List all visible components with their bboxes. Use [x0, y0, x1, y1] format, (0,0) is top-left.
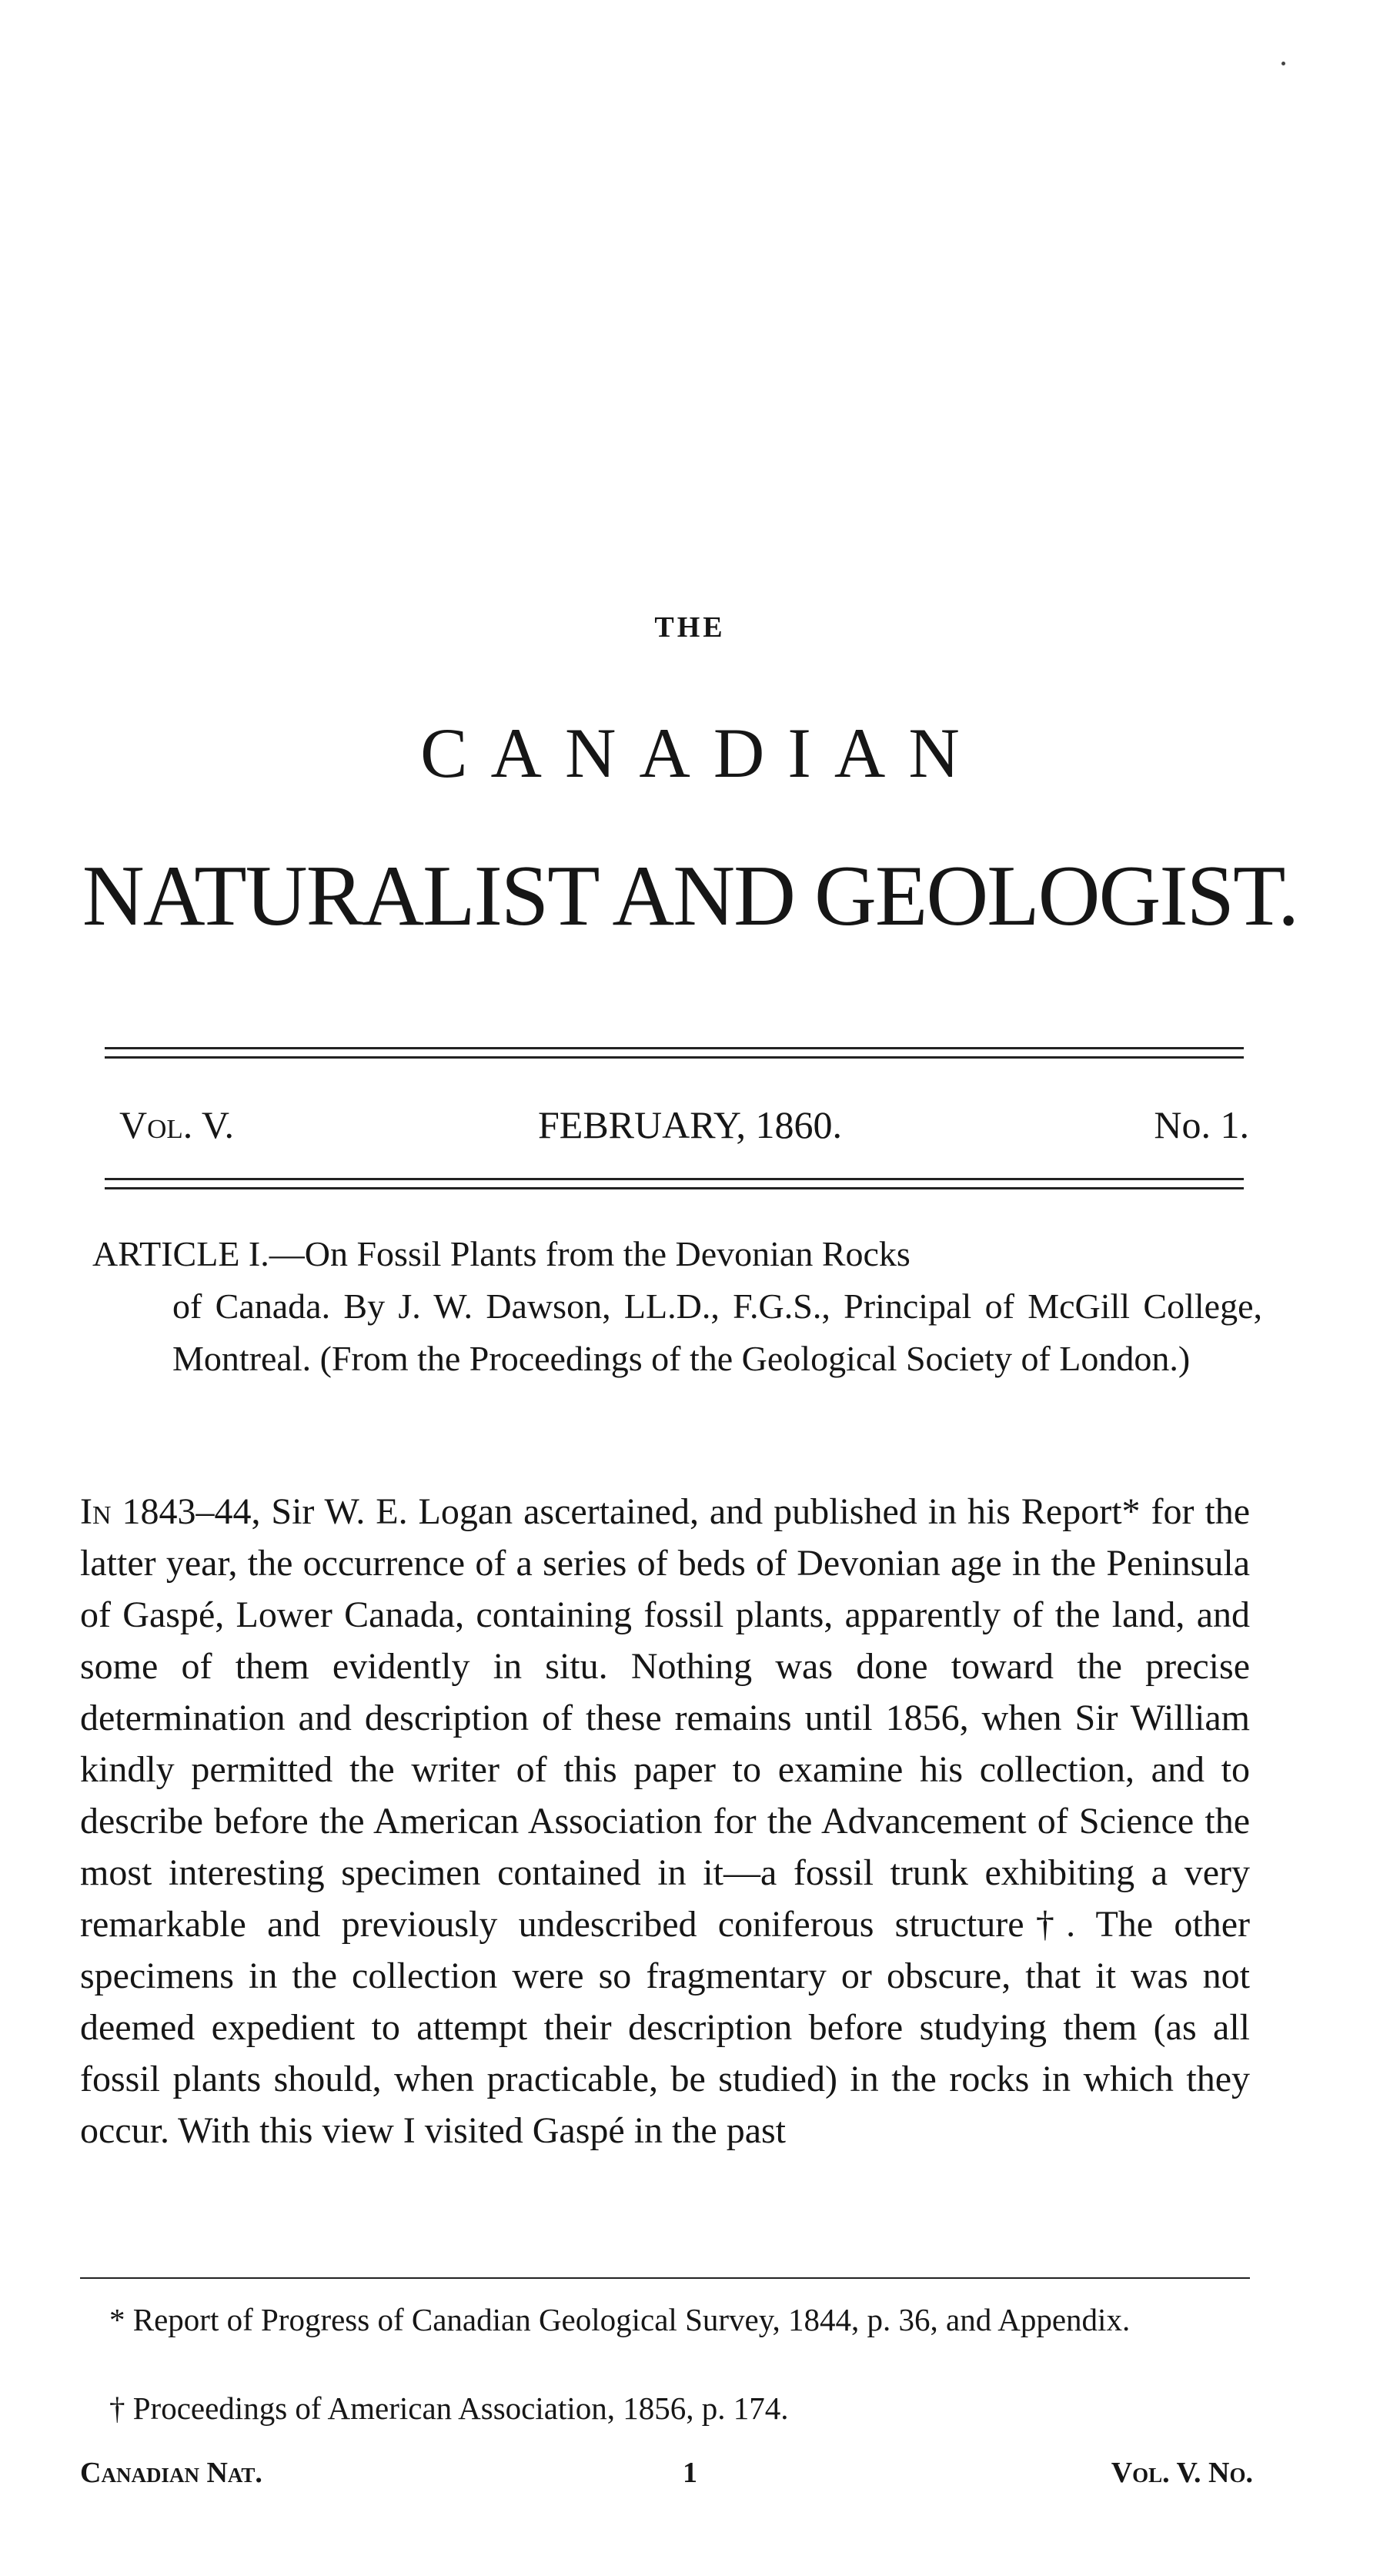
body-lead: In [80, 1491, 112, 1532]
issue-number: No. 1. [1154, 1103, 1249, 1146]
issue-date: FEBRUARY, 1860. [537, 1103, 843, 1146]
footnote-1: * Report of Progress of Canadian Geological Survey, 1844, p. 36, and Appendix. [109, 2302, 1131, 2337]
rule-mid-1 [105, 1178, 1244, 1180]
footnote-2: † Proceedings of American Association, 1856, p. 174. [109, 2390, 789, 2426]
journal-the: THE [654, 611, 726, 644]
body-text: 1843–44, Sir W. E. Logan ascertained, and published in his Report* for the latter year, the occurrence of a series of beds of Devonian age in the Peninsula of Gaspé, Lower Canada, containing fossil plants, apparently of the land, and some of them evidently in situ. Nothing was done toward the precise determination and description of these remains until 1856, when Sir William kindly permitted the writer of this paper to examine his collection, and to describe before the American Association for the Advancement of Science the most interesting specimen contained in it—a fossil trunk exhibiting a very remarkable and previously undescribed coniferous structure†. The other specimens in the collection were so fragmentary or obscure, that it was not deemed expedient to attempt their description before studying them (as all fossil plants should, when practicable, be studied) in the rocks in which they occur. With this view I visited Gaspé in the past [80, 1491, 1250, 2151]
footnote-rule [80, 2277, 1250, 2279]
journal-title: NATURALIST AND GEOLOGIST. [82, 848, 1298, 944]
footer-journal: Canadian Nat. [80, 2457, 262, 2489]
journal-canadian: CANADIAN [420, 714, 983, 792]
issue-volume: Vol. V. [119, 1103, 235, 1146]
rule-top-2 [105, 1056, 1244, 1059]
rule-top-1 [105, 1047, 1244, 1049]
footer-page-number: 1 [683, 2457, 697, 2489]
stray-mark [1281, 62, 1285, 65]
article-heading [92, 1228, 1262, 1385]
article-body [80, 1486, 1250, 2156]
footer-volume: Vol. V. No. [1111, 2457, 1253, 2489]
article-heading-rest: of Canada. By J. W. Dawson, LL.D., F.G.S., Principal of McGill College, Montreal. (From the Proceedings of the Geological Society of London.) [172, 1286, 1262, 1378]
rule-mid-2 [105, 1187, 1244, 1189]
article-heading-line1: ARTICLE I.—On Fossil Plants from the Devonian Rocks [92, 1234, 911, 1273]
